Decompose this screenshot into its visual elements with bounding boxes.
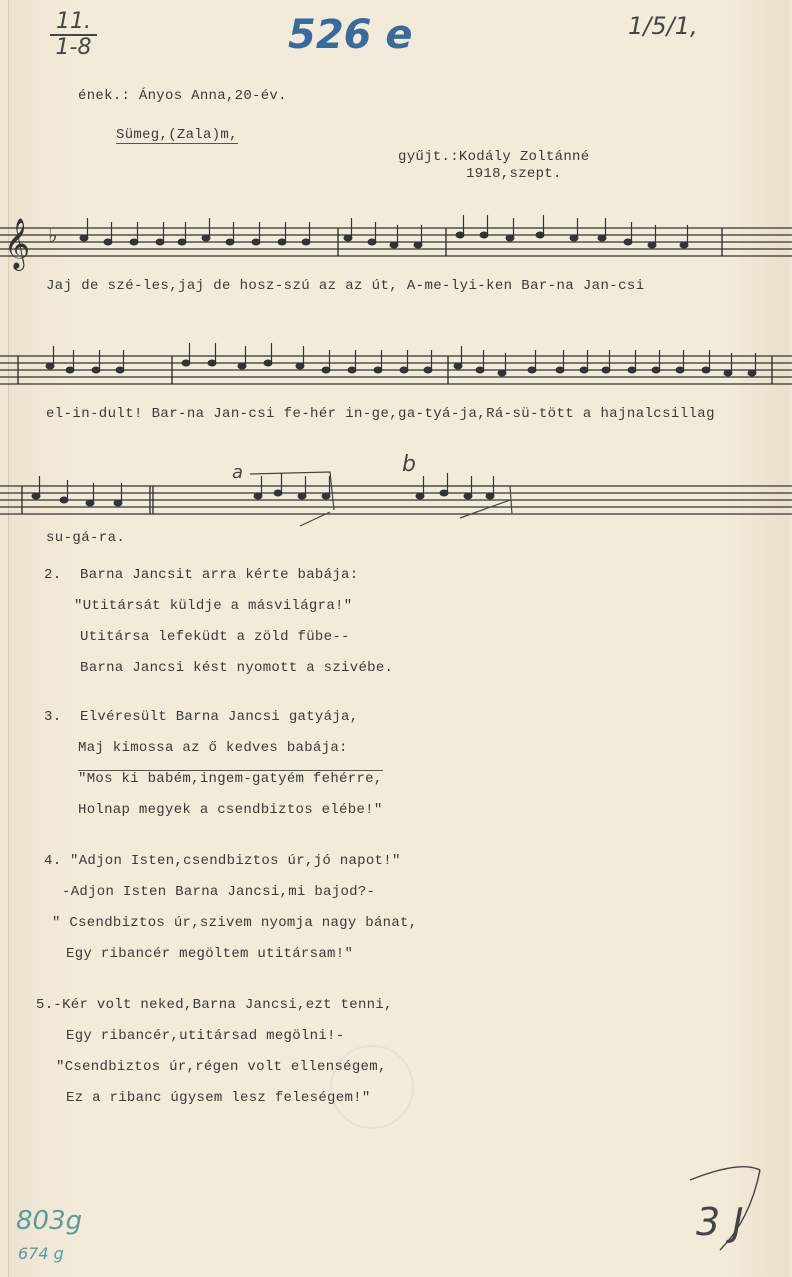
note-head [648, 242, 656, 248]
staff-3-handwritten-variants [250, 472, 512, 526]
verse-line: Barna Jancsi kést nyomott a szivébe. [80, 660, 394, 676]
faint-stamp [330, 1045, 414, 1129]
note-head [374, 367, 382, 373]
staff-2-notes [46, 343, 756, 376]
note-head [322, 493, 330, 499]
verse-number: 4. [44, 853, 62, 869]
variant-a-mark: a [232, 462, 244, 483]
note-head [66, 367, 74, 373]
note-head [302, 239, 310, 245]
note-head [456, 232, 464, 238]
note-head [114, 500, 122, 506]
staff-3-notes [32, 473, 494, 506]
variant-b-mark: b [402, 452, 416, 477]
note-head [368, 239, 376, 245]
verse-line: Ez a ribanc úgysem lesz feleségem!" [66, 1090, 371, 1106]
note-head [676, 367, 684, 373]
note-head [506, 235, 514, 241]
note-head [344, 235, 352, 241]
verse-number: 3. [44, 709, 62, 725]
note-head [92, 367, 100, 373]
note-head [86, 500, 94, 506]
note-head [182, 360, 190, 366]
fraction-denominator: 1-8 [55, 35, 92, 60]
note-head [278, 239, 286, 245]
verse-2 [44, 560, 393, 684]
top-right-reference: 1/5/1, [628, 12, 698, 40]
note-head [322, 367, 330, 373]
verse-line: "Utitársát küldje a másvilágra!" [74, 598, 353, 614]
verse-4 [44, 846, 417, 970]
note-head [570, 235, 578, 241]
verse-line: Barna Jancsit arra kérte babája: [80, 567, 359, 583]
verse-line: "Csendbiztos úr,régen volt ellenségem, [56, 1059, 387, 1075]
top-left-fraction [50, 10, 97, 60]
note-head [390, 242, 398, 248]
verse-line: Elvéresült Barna Jancsi gatyája, [80, 709, 359, 725]
note-head [252, 239, 260, 245]
collector-line: gyűjt.:Kodály Zoltánné [398, 149, 590, 165]
music-staff-1 [0, 212, 792, 272]
verse-line: " Csendbiztos úr,szivem nyomja nagy bánat, [52, 915, 418, 931]
note-head [440, 490, 448, 496]
note-head [580, 367, 588, 373]
flat-icon: ♭ [48, 223, 58, 247]
note-head [454, 363, 462, 369]
note-head [238, 363, 246, 369]
note-head [400, 367, 408, 373]
bottom-left-number-2: 674 g [18, 1244, 64, 1263]
note-head [652, 367, 660, 373]
verse-number: 2. [44, 567, 62, 583]
note-head [298, 493, 306, 499]
note-head [116, 367, 124, 373]
note-head [274, 490, 282, 496]
note-head [104, 239, 112, 245]
date-line: 1918,szept. [466, 166, 562, 182]
note-head [536, 232, 544, 238]
note-head [156, 239, 164, 245]
note-head [226, 239, 234, 245]
note-head [628, 367, 636, 373]
note-head [60, 497, 68, 503]
note-head [624, 239, 632, 245]
music-staff-2 [0, 340, 792, 400]
note-head [254, 493, 262, 499]
note-head [486, 493, 494, 499]
note-head [178, 239, 186, 245]
note-head [264, 360, 272, 366]
staff-1-notes [80, 215, 688, 248]
note-head [80, 235, 88, 241]
note-head [202, 235, 210, 241]
note-head [208, 360, 216, 366]
note-head [476, 367, 484, 373]
note-head [32, 493, 40, 499]
verse-line: "Mos ki babém,ingem-gatyém fehérre, [78, 771, 383, 787]
treble-clef-icon: 𝄞 [4, 218, 31, 269]
note-head [498, 370, 506, 376]
top-center-number: 526 e [288, 12, 413, 58]
note-head [680, 242, 688, 248]
note-head [414, 242, 422, 248]
lyric-line-2: el-in-dult! Bar-na Jan-csi fe-hér in-ge,ga-tyá-ja,Rá-sü-tött a hajnalcsillag [46, 406, 715, 422]
place-line: Sümeg,(Zala)m, [116, 127, 238, 143]
note-head [416, 493, 424, 499]
note-head [296, 363, 304, 369]
note-head [130, 239, 138, 245]
lyric-line-3: su-gá-ra. [46, 530, 126, 546]
verse-line: Holnap megyek a csendbiztos elébe!" [78, 802, 383, 818]
verse-3 [44, 702, 383, 826]
verse-line: Egy ribancér,utitársad megölni!- [66, 1028, 345, 1044]
note-head [46, 363, 54, 369]
note-head [598, 235, 606, 241]
note-head [480, 232, 488, 238]
note-head [556, 367, 564, 373]
note-head [702, 367, 710, 373]
verse-line: -Adjon Isten Barna Jancsi,mi bajod?- [62, 884, 376, 900]
verse-line: Utitársa lefeküdt a zöld fübe-- [80, 629, 350, 645]
verse-line: -Kér volt neked,Barna Jancsi,ezt tenni, [53, 997, 393, 1013]
note-head [464, 493, 472, 499]
note-head [602, 367, 610, 373]
lyric-line-1: Jaj de szé-les,jaj de hosz-szú az az út, A-me-lyi-ken Bar-na Jan-csi [46, 278, 645, 294]
bottom-right-initials: 3 J [696, 1200, 744, 1244]
singer-line: ének.: Ányos Anna,20-év. [78, 88, 287, 104]
note-head [724, 370, 732, 376]
note-head [348, 367, 356, 373]
note-head [748, 370, 756, 376]
verse-number: 5. [36, 997, 54, 1013]
fraction-numerator: 11. [50, 10, 97, 36]
initials-flourish [680, 1160, 792, 1260]
bottom-left-number-1: 803g [16, 1206, 83, 1236]
verse-line: Egy ribancér megöltem utitársam!" [66, 946, 354, 962]
verse-line: Maj kimossa az ő kedves babája: [78, 740, 348, 756]
note-head [528, 367, 536, 373]
note-head [424, 367, 432, 373]
verse-line: "Adjon Isten,csendbiztos úr,jó napot!" [70, 853, 401, 869]
